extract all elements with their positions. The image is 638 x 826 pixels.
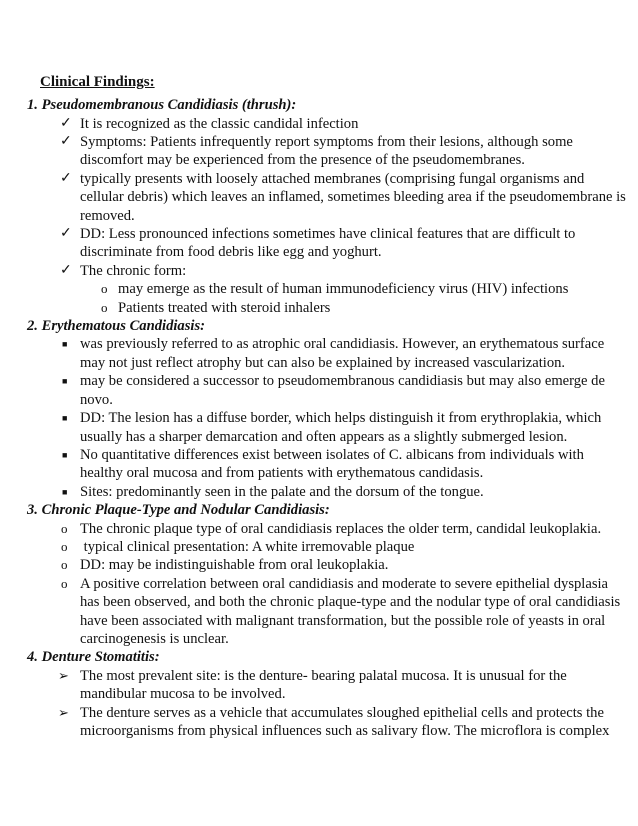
sublist-item-text: Patients treated with steroid inhalers	[118, 299, 331, 316]
checkmark-icon: ✓	[60, 225, 72, 241]
list-item	[62, 446, 638, 483]
square-bullet-icon: ■	[62, 376, 68, 387]
list-item-text: Symptoms: Patients infrequently report symptoms from their lesions, although some discomfort may be experienced from the presence of the pseudomembranes.	[80, 133, 573, 169]
sublist-item	[101, 280, 638, 298]
arrow-bullet-icon: ➢	[58, 667, 69, 683]
list-item	[62, 483, 638, 501]
list-item	[62, 335, 638, 372]
list-item	[61, 556, 638, 574]
page-title: Clinical Findings:	[40, 74, 155, 90]
list-item	[61, 575, 638, 649]
sublist-item-text: may emerge as the result of human immunodeficiency virus (HIV) infections	[118, 281, 569, 298]
list-item-text: DD: Less pronounced infections sometimes have clinical features that are difficult to discriminate from food debris like egg and yoghurt.	[80, 225, 576, 261]
checkmark-icon: ✓	[60, 262, 72, 278]
list-item	[60, 170, 638, 225]
section-title-chronic-plaque: 3. Chronic Plaque-Type and Nodular Candidiasis:	[27, 502, 330, 519]
section-title-erythematous: 2. Erythematous Candidiasis:	[27, 317, 205, 334]
circle-bullet-icon: o	[61, 539, 68, 555]
list-item-text: typical clinical presentation: A white irremovable plaque	[80, 539, 415, 556]
pseudomembranous-list	[0, 115, 638, 281]
arrow-bullet-icon: ➢	[58, 704, 69, 720]
list-item-text: typically presents with loosely attached membranes (comprising fungal organisms and cellular debris) which leaves an inflamed, sometimes bleeding area if the pseudomembrane is removed.	[80, 170, 626, 224]
list-item-text: may be considered a successor to pseudomembranous candidiasis but may also emerge de novo.	[80, 373, 605, 408]
list-item	[62, 372, 638, 409]
chronic-form-sublist	[0, 280, 638, 317]
section-title-pseudomembranous: 1. Pseudomembranous Candidiasis (thrush):	[27, 97, 297, 113]
list-item	[61, 520, 638, 538]
list-item-text: The most prevalent site: is the denture- bearing palatal mucosa. It is unusual for the mandibular mucosa to be involved.	[80, 667, 567, 703]
list-item	[60, 133, 638, 170]
circle-bullet-icon: o	[101, 281, 108, 297]
list-item	[60, 115, 638, 133]
list-item-text: The denture serves as a vehicle that accumulates sloughed epithelial cells and protects the microorganisms from physical influences such as salivary flow. The microflora is complex	[80, 704, 610, 740]
list-item-text: The chronic plaque type of oral candidiasis replaces the older term, candidal leukoplakia.	[80, 520, 602, 537]
denture-stomatitis-list	[0, 667, 638, 741]
square-bullet-icon: ■	[62, 486, 68, 497]
list-item-text: DD: The lesion has a diffuse border, which helps distinguish it from erythroplakia, which usually has a sharper demarcation and often appears as a slightly submerged lesion.	[80, 410, 602, 445]
square-bullet-icon: ■	[62, 339, 68, 350]
list-item-text: was previously referred to as atrophic oral candidiasis. However, an erythematous surface may not just reflect atrophy but can also be explained by increased vascularization.	[80, 336, 605, 371]
list-item-text: A positive correlation between oral candidiasis and moderate to severe epithelial dysplasia has been observed, and both the chronic plaque-type and the nodular type of oral candidiasis have been associated with malignant transformation, but the possible role of yeasts in oral carcinogenesis is unclear.	[80, 575, 621, 648]
circle-bullet-icon: o	[101, 299, 108, 315]
list-item	[60, 262, 638, 280]
list-item-text: DD: may be indistinguishable from oral leukoplakia.	[80, 557, 389, 574]
list-item	[61, 538, 638, 556]
list-item-text: No quantitative differences exist between isolates of C. albicans from individuals with healthy oral mucosa and from patients with erythematous candidasis.	[80, 446, 584, 482]
list-item	[58, 667, 638, 704]
list-item	[60, 225, 638, 262]
erythematous-list	[0, 335, 638, 501]
square-bullet-icon: ■	[62, 413, 68, 424]
section-title-denture-stomatitis: 4. Denture Stomatitis:	[27, 649, 160, 666]
checkmark-icon: ✓	[60, 133, 72, 149]
square-bullet-icon: ■	[62, 449, 68, 460]
list-item-text: Sites: predominantly seen in the palate and the dorsum of the tongue.	[80, 483, 484, 500]
list-item	[58, 704, 638, 741]
list-item	[62, 409, 638, 446]
list-item-text: It is recognized as the classic candidal infection	[80, 115, 359, 132]
list-item-text: The chronic form:	[80, 262, 187, 279]
document-body	[0, 96, 638, 741]
circle-bullet-icon: o	[61, 557, 68, 573]
circle-bullet-icon: o	[61, 520, 68, 536]
sublist-item	[101, 299, 638, 317]
circle-bullet-icon: o	[61, 575, 68, 591]
chronic-plaque-list	[0, 520, 638, 649]
checkmark-icon: ✓	[60, 115, 72, 131]
checkmark-icon: ✓	[60, 170, 72, 186]
